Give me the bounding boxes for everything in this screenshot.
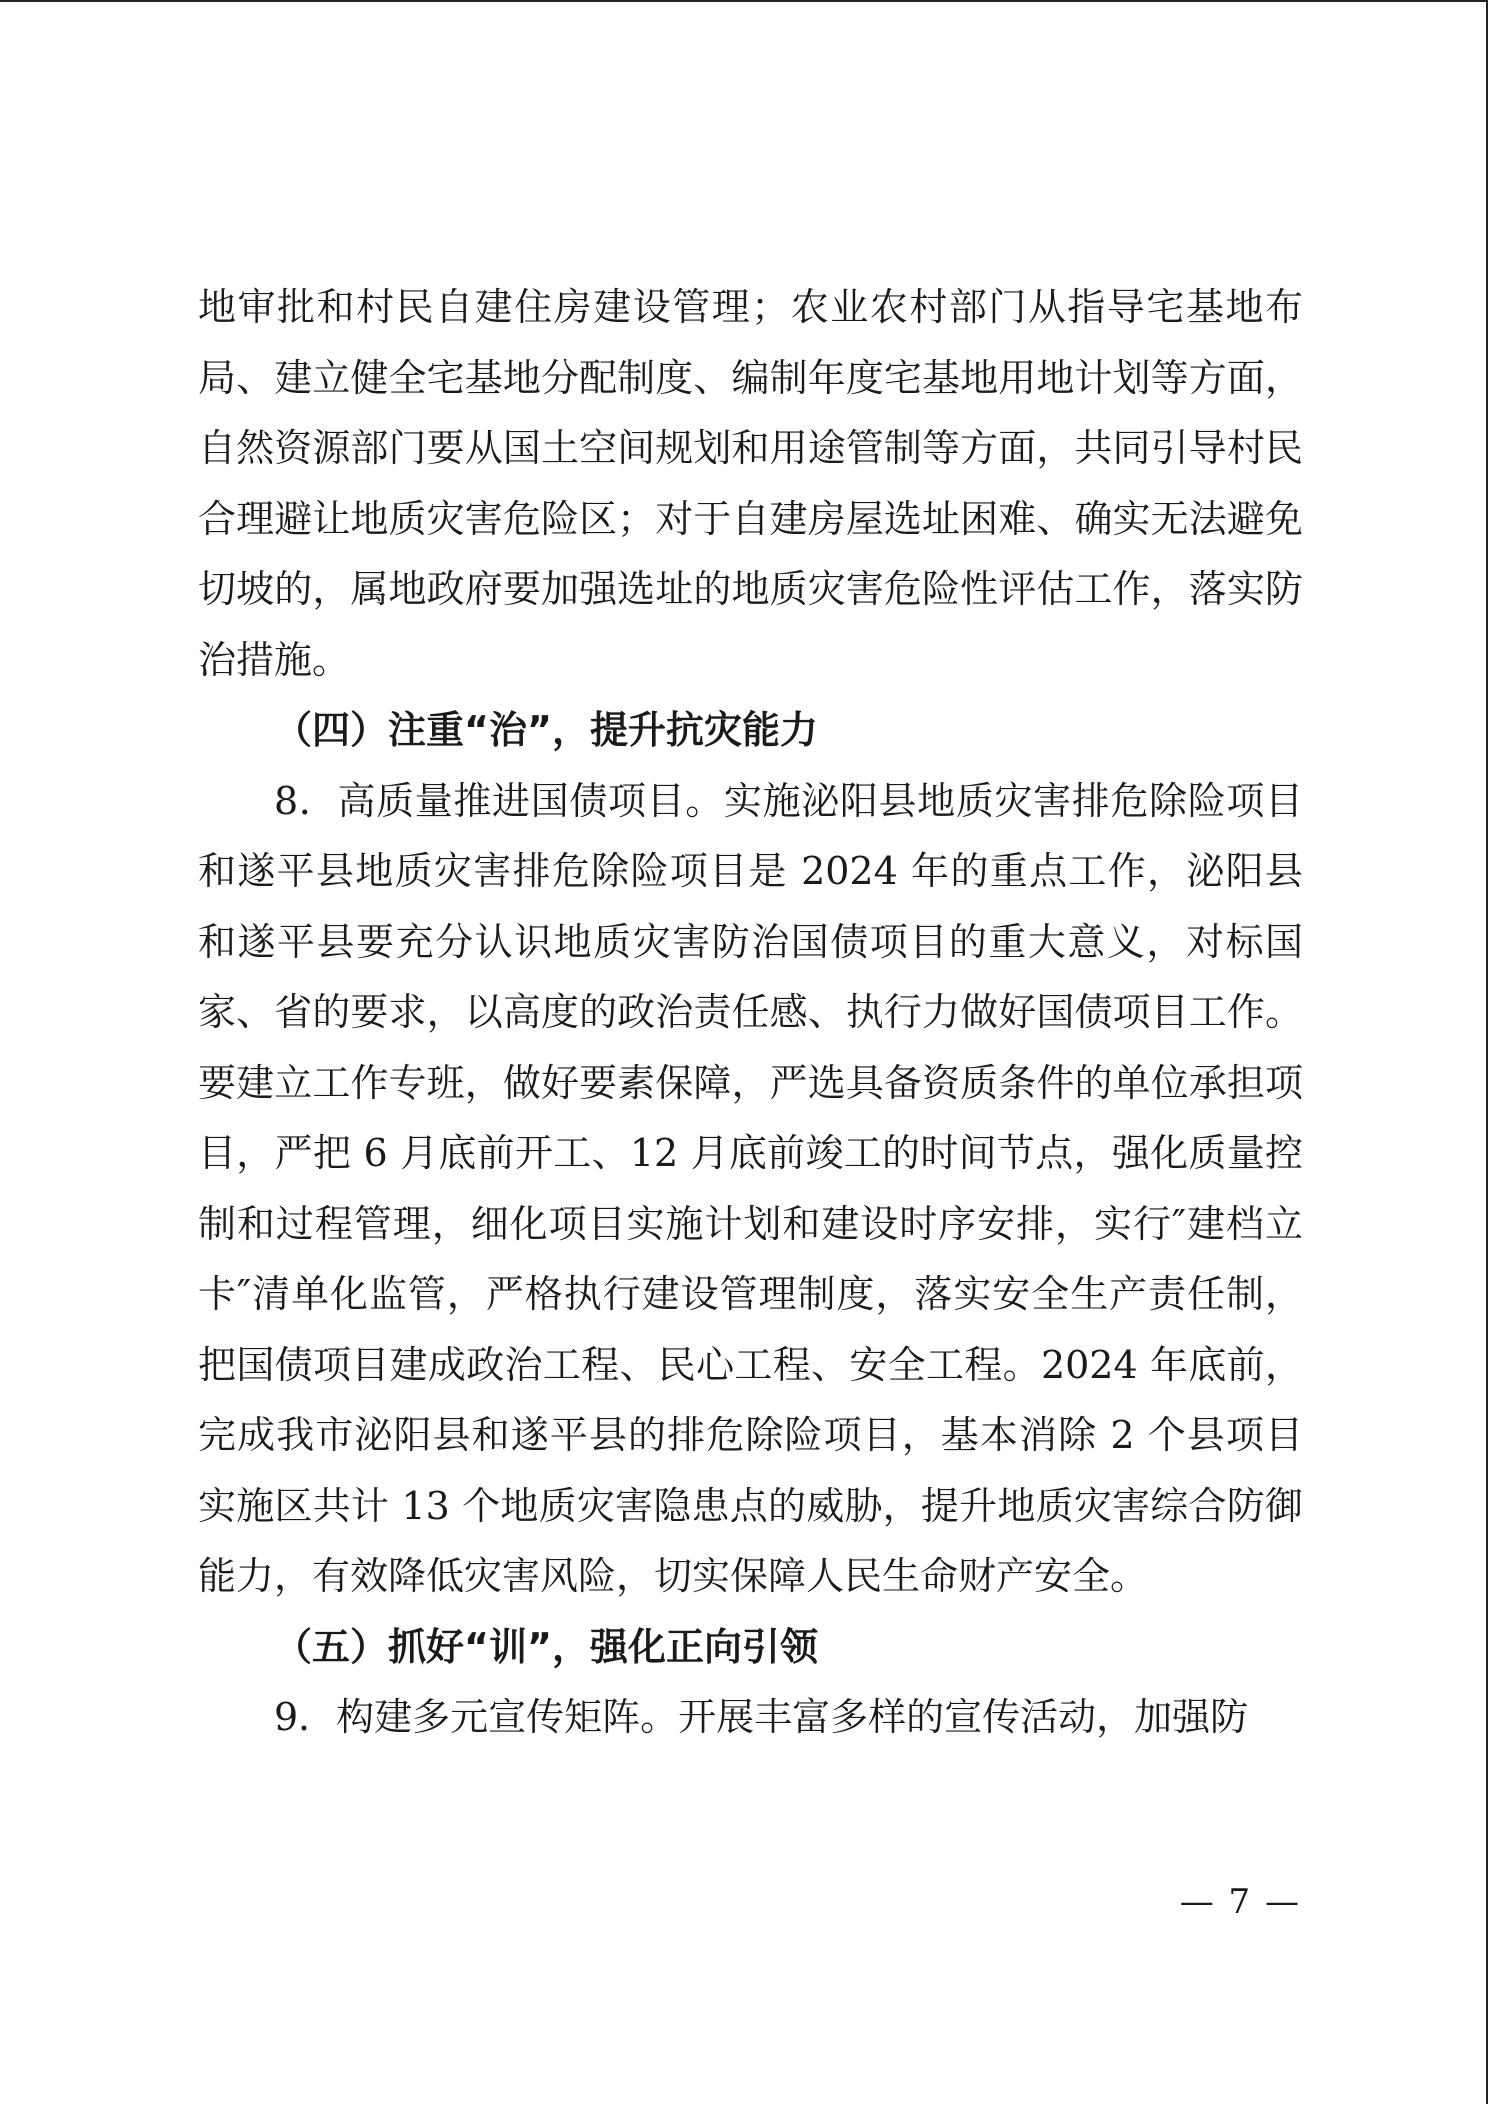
paragraph-item-8: 8．高质量推进国债项目。实施泌阳县地质灾害排危除险项目和遂平县地质灾害排危除险项目是 2024 年的重点工作，泌阳县和遂平县要充分认识地质灾害防治国债项目的重大意义，对标国家、省的要求，以高度的政治责任感、执行力做好国债项目工作。要建立工作专班，做好要素保障，严选具备资质条件的单位承担项目，严把 6 月底前开工、12 月底前竣工的时间节点，强化质量控制和过程管理，细化项目实施计划和建设时序安排，实行″建档立卡″清单化监管，严格执行建设管理制度，落实安全生产责任制，把国债项目建成政治工程、民心工程、安全工程。2024 年底前，完成我市泌阳县和遂平县的排危除险项目，基本消除 2 个县项目实施区共计 13 个地质灾害隐患点的威胁，提升地质灾害综合防御能力，有效降低灾害风险，切实保障人民生命财产安全。 xyxy=(198,778,1303,1598)
section-heading-4: （四）注重“治”，提升抗灾能力 xyxy=(274,708,818,752)
paragraph-item-9: 9．构建多元宣传矩阵。开展丰富多样的宣传活动，加强防 xyxy=(274,1695,1249,1739)
paragraph-continued: 地审批和村民自建住房建设管理；农业农村部门从指导宅基地布局、建立健全宅基地分配制度、编制年度宅基地用地计划等方面，自然资源部门要从国土空间规划和用途管制等方面，共同引导村民合理避让地质灾害危险区；对于自建房屋选址困难、确实无法避免切坡的，属地政府要加强选址的地质灾害危险性评估工作，落实防治措施。 xyxy=(198,285,1303,682)
document-body xyxy=(198,272,1303,1753)
page-number: — 7 — xyxy=(1179,1882,1301,1922)
section-heading-5: （五）抓好“训”，强化正向引领 xyxy=(274,1624,818,1669)
